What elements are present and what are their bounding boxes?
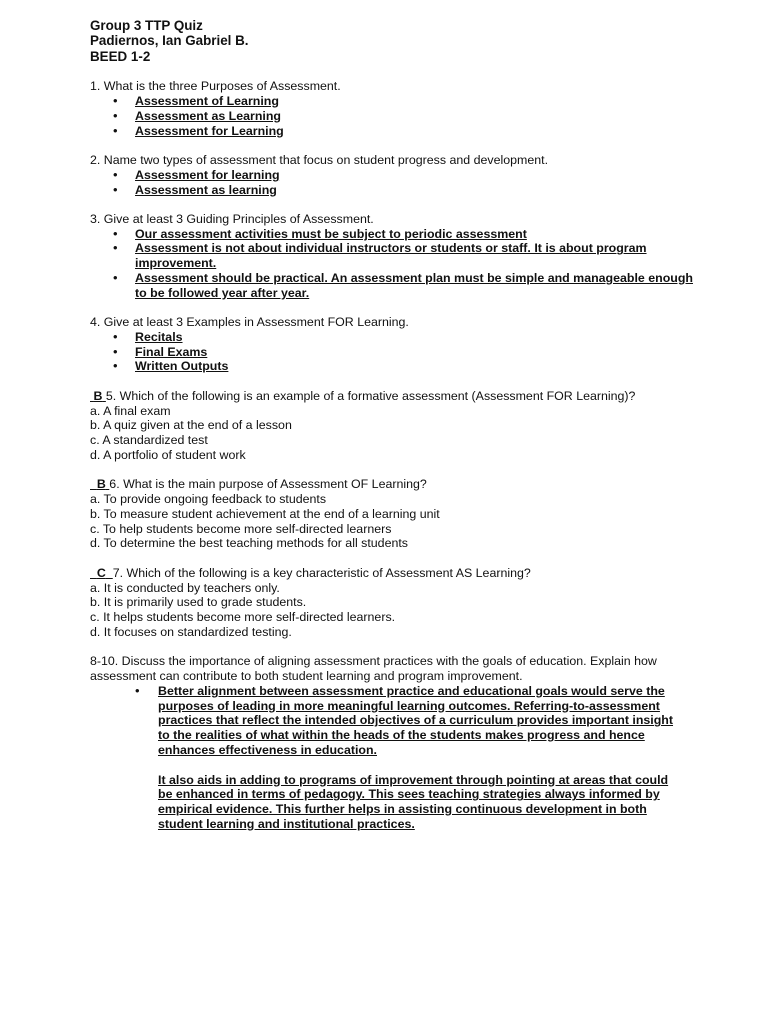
answer-blank: B (93, 388, 103, 403)
essay-answer (90, 684, 708, 832)
question-6 (90, 477, 708, 551)
option-b: b. To measure student achievement at the end of a learning unit (90, 506, 440, 521)
answer-text: Written Outputs (135, 359, 229, 374)
list-item (90, 241, 708, 271)
option-c: c. To help students become more self-directed learners (90, 521, 392, 536)
option-d: d. A portfolio of student work (90, 447, 246, 462)
essay-paragraph: • Better alignment between assessment practice and educational goals would serve the purposes of leading in more meaningful learning outcomes. Referring-to-assessment practices that reflect the intended objectives of a curriculum provides important insight to the realities of what within the heads of the students makes progress and hence enhances effectiveness in education. (158, 683, 674, 757)
option-d: d. To determine the best teaching methods for all students (90, 536, 408, 551)
quiz-title: Group 3 TTP Quiz (90, 18, 203, 33)
answer-blank: B (96, 477, 106, 492)
question-1 (90, 79, 708, 138)
answer-text: Assessment for learning (135, 167, 280, 182)
list-item (90, 94, 708, 109)
question-prompt: B 5. Which of the following is an example of a formative assessment (Assessment FOR Learning)? (90, 389, 708, 404)
option-b: b. It is primarily used to grade students. (90, 595, 307, 610)
answer-text: Assessment as Learning (135, 108, 281, 123)
answer-text: Recitals (135, 329, 183, 344)
list-item (90, 271, 708, 301)
option-a: a. It is conducted by teachers only. (90, 580, 280, 595)
document-header (90, 18, 708, 64)
answer-blank: C (96, 565, 106, 580)
question-prompt: 2. Name two types of assessment that focus on student progress and development. (90, 152, 549, 167)
option-d: d. It focuses on standardized testing. (90, 624, 292, 639)
question-prompt: 8-10. Discuss the importance of aligning assessment practices with the goals of education. Explain how assessment can contribute to both student learning and program improvement. (90, 654, 657, 684)
question-3 (90, 212, 708, 301)
option-c: c. A standardized test (90, 433, 208, 448)
list-item (90, 227, 708, 242)
student-name: Padiernos, Ian Gabriel B. (90, 33, 249, 49)
answer-text: Final Exams (135, 344, 208, 359)
answer-text: Assessment is not about individual instructors or students or staff. It is about program improvement. (135, 241, 647, 271)
list-item (90, 183, 708, 198)
list-item (90, 124, 708, 139)
essay-list (90, 684, 708, 832)
question-prompt: 4. Give at least 3 Examples in Assessment FOR Learning. (90, 315, 409, 330)
answer-list (90, 94, 708, 138)
question-8-10 (90, 654, 708, 832)
answer-list (90, 168, 708, 198)
list-item (90, 345, 708, 360)
list-item (90, 330, 708, 345)
student-section: BEED 1-2 (90, 48, 151, 64)
option-a: a. To provide ongoing feedback to students (90, 492, 327, 507)
list-item (90, 359, 708, 374)
question-prompt: 1. What is the three Purposes of Assessment. (90, 79, 341, 94)
question-4 (90, 315, 708, 374)
question-7 (90, 566, 708, 640)
question-prompt: 3. Give at least 3 Guiding Principles of Assessment. (90, 211, 374, 226)
answer-text: Assessment of Learning (135, 94, 279, 109)
question-2 (90, 153, 708, 197)
question-prompt: C 7. Which of the following is a key characteristic of Assessment AS Learning? (90, 566, 708, 581)
answer-text: Assessment as learning (135, 182, 277, 197)
answer-text: Assessment should be practical. An assessment plan must be simple and manageable enough to be followed year after year. (135, 270, 693, 300)
list-item (90, 168, 708, 183)
option-c: c. It helps students become more self-directed learners. (90, 610, 396, 625)
question-prompt: B 6. What is the main purpose of Assessment OF Learning? (90, 477, 708, 492)
question-5 (90, 389, 708, 463)
list-item (90, 109, 708, 124)
answer-list (90, 227, 708, 301)
option-b: b. A quiz given at the end of a lesson (90, 418, 292, 433)
option-a: a. A final exam (90, 403, 171, 418)
answer-list (90, 330, 708, 374)
answer-text: Assessment for Learning (135, 123, 284, 138)
answer-text: Our assessment activities must be subject to periodic assessment (135, 226, 527, 241)
essay-paragraph: It also aids in adding to programs of improvement through pointing at areas that could be enhanced in terms of pedagogy. This sees teaching strategies always informed by empirical evidence. This further helps in assisting continuous development in both student learning and institutional practices. (158, 772, 669, 831)
